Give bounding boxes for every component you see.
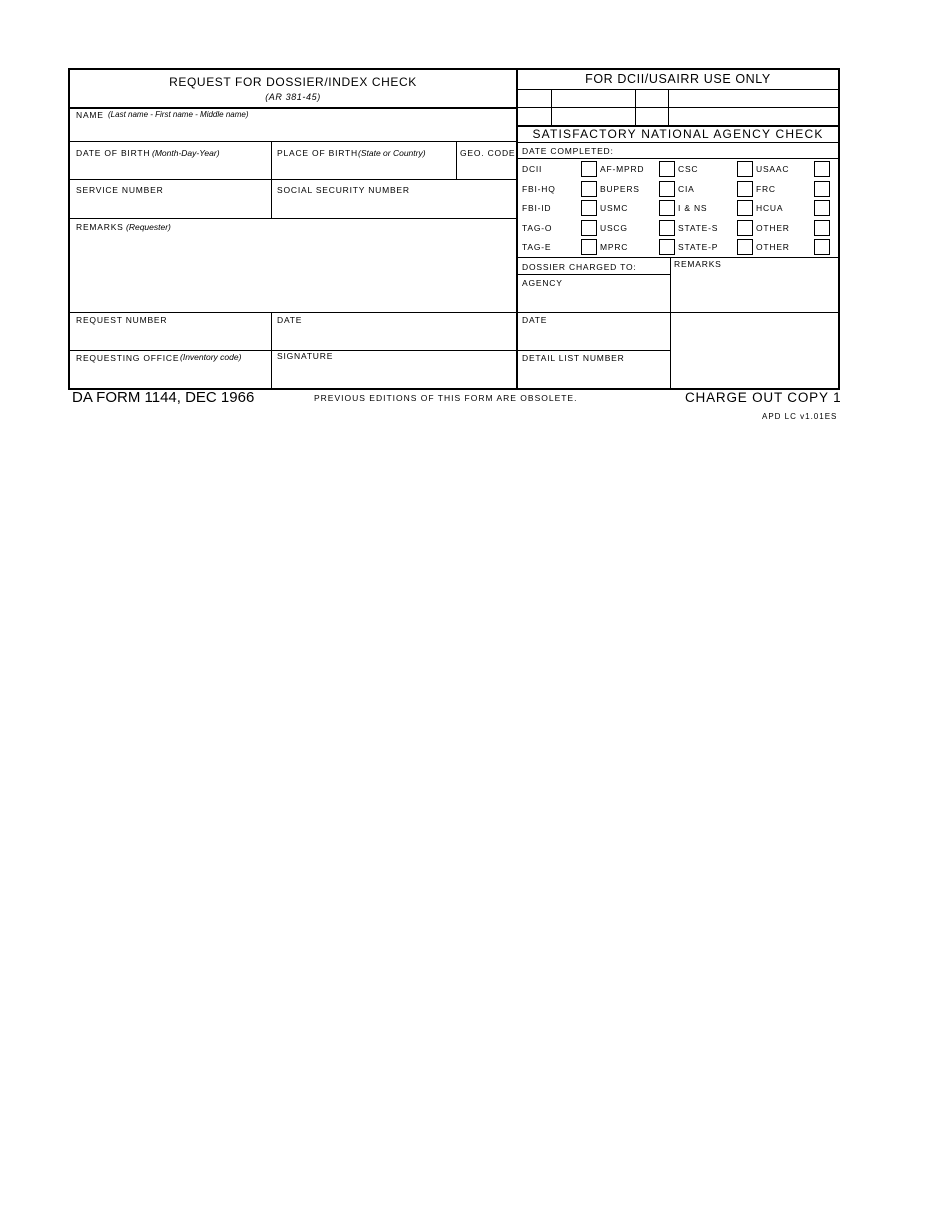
right-remarks-field[interactable] [671, 258, 838, 389]
service-number-label: SERVICE NUMBER [76, 185, 164, 195]
pob-label: PLACE OF BIRTH [277, 148, 358, 158]
check-label: USAAC [756, 164, 790, 174]
agency-checkbox[interactable] [659, 181, 675, 197]
dcii-cell-8[interactable] [669, 108, 838, 125]
check-label: AF-MPRD [600, 164, 645, 174]
check-label: CSC [678, 164, 699, 174]
dcii-cell-2[interactable] [552, 90, 635, 107]
requesting-office-hint: (Inventory code) [180, 352, 242, 362]
agency-checkbox[interactable] [659, 161, 675, 177]
obsolete-note: PREVIOUS EDITIONS OF THIS FORM ARE OBSOLETE. [314, 393, 578, 403]
nac-header: SATISFACTORY NATIONAL AGENCY CHECK [532, 127, 824, 141]
detail-list-number-label: DETAIL LIST NUMBER [522, 353, 625, 363]
date-completed-label: DATE COMPLETED: [522, 146, 614, 156]
form-id: DA FORM 1144, DEC 1966 [72, 389, 255, 406]
agency-checkbox[interactable] [814, 200, 830, 216]
check-label: OTHER [756, 223, 790, 233]
geo-code-label: GEO. CODE [460, 148, 516, 158]
dob-hint: (Month-Day-Year) [152, 148, 220, 158]
request-date-field[interactable] [272, 313, 516, 350]
check-label: DCII [522, 164, 543, 174]
agency-checkbox[interactable] [737, 220, 753, 236]
check-label: HCUA [756, 203, 784, 213]
version-label: APD LC v1.01ES [762, 412, 838, 421]
ssn-label: SOCIAL SECURITY NUMBER [277, 185, 410, 195]
dcii-cell-1[interactable] [518, 90, 551, 107]
check-label: BUPERS [600, 184, 640, 194]
dcii-cell-6[interactable] [552, 108, 635, 125]
check-label: TAG-E [522, 242, 552, 252]
agency-checkbox[interactable] [659, 239, 675, 255]
copy-label: CHARGE OUT COPY 1 [685, 390, 842, 405]
agency-checkbox[interactable] [659, 220, 675, 236]
check-label: USCG [600, 223, 628, 233]
agency-checkbox[interactable] [814, 239, 830, 255]
agency-checkbox[interactable] [581, 239, 597, 255]
agency-checkbox[interactable] [814, 220, 830, 236]
signature-label: SIGNATURE [277, 351, 334, 361]
check-label: MPRC [600, 242, 629, 252]
agency-label: AGENCY [522, 278, 563, 288]
check-label: OTHER [756, 242, 790, 252]
check-label: STATE-S [678, 223, 719, 233]
dob-label: DATE OF BIRTH [76, 148, 151, 158]
agency-checkbox[interactable] [581, 220, 597, 236]
request-date-label: DATE [277, 315, 303, 325]
agency-checkbox[interactable] [659, 200, 675, 216]
agency-checkbox[interactable] [737, 200, 753, 216]
agency-checkbox[interactable] [581, 181, 597, 197]
requester-remarks-field[interactable] [70, 219, 516, 312]
check-label: I & NS [678, 203, 708, 213]
pob-hint: (State or Country) [358, 148, 426, 158]
check-label: STATE-P [678, 242, 719, 252]
check-label: CIA [678, 184, 695, 194]
agency-checkbox[interactable] [581, 161, 597, 177]
form-title: REQUEST FOR DOSSIER/INDEX CHECK [169, 75, 417, 89]
right-remarks-label: REMARKS [674, 259, 722, 269]
name-label: NAME [76, 110, 104, 120]
remarks-hint: (Requester) [126, 222, 171, 232]
agency-checkbox[interactable] [814, 161, 830, 177]
remarks-label: REMARKS [76, 222, 124, 232]
charged-date-label: DATE [522, 315, 548, 325]
name-hint: (Last name - First name - Middle name) [108, 110, 249, 119]
dcii-cell-4[interactable] [669, 90, 838, 107]
dossier-charged-label: DOSSIER CHARGED TO: [522, 262, 637, 272]
check-label: FBI-HQ [522, 184, 556, 194]
form-regulation: (AR 381-45) [265, 92, 321, 102]
agency-checkbox[interactable] [581, 200, 597, 216]
dcii-cell-5[interactable] [518, 108, 551, 125]
check-label: FBI-ID [522, 203, 552, 213]
dcii-cell-3[interactable] [636, 90, 668, 107]
dcii-header: FOR DCII/USAIRR USE ONLY [585, 72, 771, 86]
dcii-cell-7[interactable] [636, 108, 668, 125]
request-number-label: REQUEST NUMBER [76, 315, 168, 325]
agency-checkbox[interactable] [737, 181, 753, 197]
check-label: USMC [600, 203, 629, 213]
check-label: TAG-O [522, 223, 553, 233]
agency-checkbox[interactable] [814, 181, 830, 197]
agency-checkbox[interactable] [737, 239, 753, 255]
agency-checkbox[interactable] [737, 161, 753, 177]
requesting-office-label: REQUESTING OFFICE [76, 353, 180, 363]
check-label: FRC [756, 184, 776, 194]
